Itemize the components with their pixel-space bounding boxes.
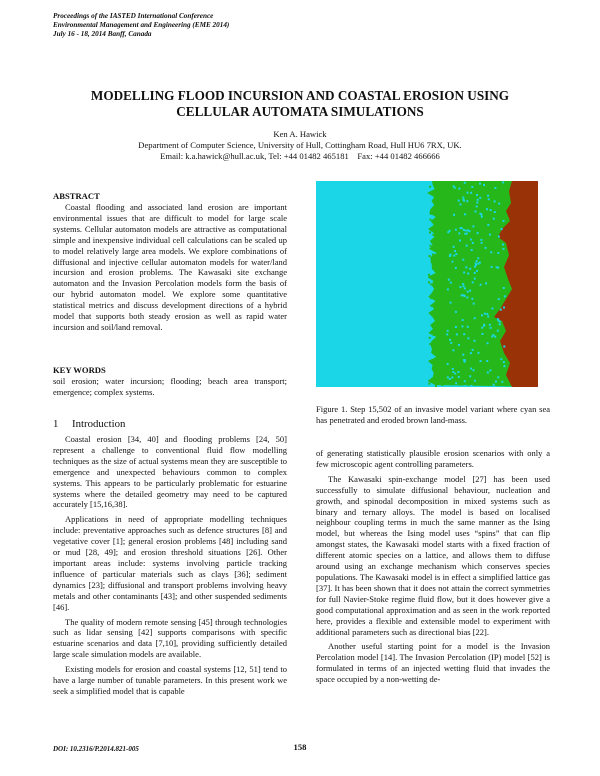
speckle (471, 186, 473, 188)
intro-section-title: Introduction (72, 418, 126, 430)
speckle (434, 363, 436, 365)
intro-paragraph: Coastal erosion [34, 40] and flooding problems [24, 50] represent a challenge to conventional fluid flow modelling techniques as the size of actual systems mean they are susceptible to emergence and unexpected behaviours common to complex systems. This appears to be particularly problematic for estuarine systems where the detailed geometry may need to be captured accurately [15,16,38]. (53, 434, 287, 510)
speckle (470, 239, 472, 241)
intro-section-number: 1 (53, 418, 59, 430)
speckle (429, 343, 431, 345)
speckle (437, 273, 439, 275)
speckle (496, 266, 498, 268)
speckle (486, 208, 488, 210)
speckle (491, 266, 493, 268)
speckle (486, 313, 488, 315)
right-column-body (316, 448, 550, 685)
speckle (452, 368, 454, 370)
speckle (480, 239, 482, 241)
abstract-text: Coastal flooding and associated land erosion are important environmental issues that are difficult to model for large scale systems. Cellular automaton models are attractive as computational simple and inexpensive individual cell calculations can be scaled up to model relatively large area models. We explore combinations of diffusional and injective cellular automaton models for water/land incursion and erosion problems. The Kawasaki site exchange automaton and the Invasion Percolation models form the basis of our hybrid automaton model. We explore some quantitative statistical metrics and discuss development directions of a hybrid model that supports both steady erosion as well as rapid water incursion and soil/land removal. (53, 202, 287, 332)
speckle (494, 386, 496, 387)
speckle (429, 219, 431, 221)
speckle (480, 360, 482, 362)
speckle (458, 232, 460, 234)
speckle (483, 184, 485, 186)
speckle (453, 214, 455, 216)
speckle (438, 344, 440, 346)
body-paragraph: Another useful starting point for a model is the Invasion Percolation model [14]. The Invasion Percolation (IP) model [52] is formulated in terms of an injected wetting fluid that invades the space occupied by a non-wetting de- (316, 641, 550, 685)
speckle (461, 227, 463, 229)
speckle (478, 352, 480, 354)
speckle (437, 231, 439, 233)
speckle (472, 349, 474, 351)
speckle (469, 230, 471, 232)
speckle (467, 326, 469, 328)
speckle (479, 213, 481, 215)
speckle (475, 211, 477, 213)
speckle (497, 318, 499, 320)
paper-title-line-2: CELLULAR AUTOMATA SIMULATIONS (176, 104, 424, 119)
speckle (441, 384, 443, 386)
speckle (474, 380, 476, 382)
speckle (435, 273, 437, 275)
speckle (469, 268, 471, 270)
speckle (447, 231, 449, 233)
speckle (503, 307, 505, 309)
speckle (432, 254, 434, 256)
figure-caption: Figure 1. Step 15,502 of an invasive model variant where cyan sea has penetrated and eroded brown land-mass. (316, 404, 550, 425)
speckle (489, 234, 491, 236)
erosion-simulation-figure (316, 181, 538, 387)
speckle (490, 209, 492, 211)
speckle (449, 378, 451, 380)
speckle (434, 185, 436, 187)
speckle (430, 297, 432, 299)
speckle (479, 183, 481, 185)
speckle (476, 206, 478, 208)
speckle (438, 184, 440, 186)
speckle (458, 188, 460, 190)
speckle (471, 249, 473, 251)
speckle (446, 310, 448, 312)
speckle (429, 186, 431, 188)
speckle (442, 317, 444, 319)
speckle (435, 283, 437, 285)
speckle (484, 313, 486, 315)
speckle (463, 294, 465, 296)
speckle (486, 360, 488, 362)
speckle (470, 352, 472, 354)
speckle (462, 199, 464, 201)
speckle (453, 246, 455, 248)
speckle (464, 233, 466, 235)
speckle (482, 333, 484, 335)
speckle (439, 330, 441, 332)
speckle (500, 309, 502, 311)
speckle (464, 385, 466, 387)
speckle (487, 224, 489, 226)
speckle (504, 295, 506, 297)
speckle (435, 195, 437, 197)
speckle (477, 257, 479, 259)
speckle (434, 372, 436, 374)
speckle (431, 261, 433, 263)
speckle (428, 383, 430, 385)
abstract-heading: ABSTRACT (53, 191, 100, 201)
speckle (493, 384, 495, 386)
speckle (430, 213, 432, 215)
speckle (430, 283, 432, 285)
speckle (435, 215, 437, 217)
proceedings-line: Proceedings of the IASTED International Conference (53, 12, 214, 20)
speckle (447, 363, 449, 365)
speckle (436, 266, 438, 268)
keywords-text: soil erosion; water incursion; flooding; beach area transport; emergence; complex systems. (53, 376, 287, 397)
speckle (442, 191, 444, 193)
speckle (473, 303, 475, 305)
speckle (463, 229, 465, 231)
speckle (476, 194, 478, 196)
speckle (481, 242, 483, 244)
speckle (474, 266, 476, 268)
speckle (488, 198, 490, 200)
speckle (447, 376, 449, 378)
speckle (462, 259, 464, 261)
speckle (430, 245, 432, 247)
speckle (444, 290, 446, 292)
speckle (434, 211, 436, 213)
speckle (494, 336, 496, 338)
speckle (494, 211, 496, 213)
speckle (440, 340, 442, 342)
intro-body (53, 434, 287, 697)
speckle (452, 349, 454, 351)
speckle (455, 267, 457, 269)
speckle (475, 263, 477, 265)
page-number: 158 (293, 742, 307, 752)
speckle (502, 244, 504, 246)
speckle (490, 251, 492, 253)
speckle (474, 340, 476, 342)
speckle (455, 311, 457, 313)
speckle (446, 352, 448, 354)
speckle (432, 257, 434, 259)
speckle (466, 200, 468, 202)
speckle (471, 385, 473, 387)
speckle (453, 255, 455, 257)
speckle (435, 244, 437, 246)
author-affiliation: Department of Computer Science, University of Hull, Cottingham Road, Hull HU6 7RX, UK. (138, 140, 462, 150)
speckle (451, 377, 453, 379)
conference-line: Environmental Management and Engineering (EME 2014) (53, 21, 230, 29)
speckle (448, 279, 450, 281)
speckle (470, 368, 472, 370)
speckle (428, 281, 430, 283)
intro-paragraph: Applications in need of appropriate modelling techniques include: preventative approaches such as defence structures [8] and vegetative cover [1]; general erosion problems [48] including sand or mud [28, 49]; and erosion threshold situations [26]. Other important areas include: systems involving particle tracking influence of particular materials such as clays [36]; sediment dynamics [23]; diffusional and transport problems involving heavy metals and other contaminants [43]; and other suspended sediments [46]. (53, 514, 287, 612)
speckle (458, 200, 460, 202)
speckle (490, 327, 492, 329)
speckle (489, 324, 491, 326)
speckle (487, 342, 489, 344)
speckle (503, 346, 505, 348)
author-name: Ken A. Hawick (273, 129, 327, 139)
speckle (494, 200, 496, 202)
body-paragraph: of generating statistically plausible erosion scenarios with only a few microscopic agent controlling parameters. (316, 448, 550, 469)
speckle (477, 263, 479, 265)
speckle (454, 250, 456, 252)
speckle (454, 187, 456, 189)
speckle (503, 361, 505, 363)
speckle (487, 316, 489, 318)
speckle (469, 290, 471, 292)
speckle (466, 245, 468, 247)
speckle (441, 182, 443, 184)
speckle (458, 371, 460, 373)
speckle (481, 216, 483, 218)
speckle (462, 197, 464, 199)
speckle (439, 227, 441, 229)
speckle (474, 272, 476, 274)
intro-paragraph: The quality of modern remote sensing [45] through technologies such as lidar sensing [42] supports comparisons with specific estuarine scenarios and data [7,10], providing sufficiently detailed large scale simulation models are available. (53, 616, 287, 660)
speckle (458, 344, 460, 346)
speckle (446, 242, 448, 244)
speckle (463, 272, 465, 274)
speckle (477, 232, 479, 234)
speckle (450, 282, 452, 284)
author-contact: Email: k.a.hawick@hull.ac.uk, Tel: +44 01482 465181 Fax: +44 01482 466666 (160, 151, 440, 161)
keywords-body (53, 376, 287, 398)
speckle (433, 334, 435, 336)
speckle (464, 359, 466, 361)
speckle (467, 192, 469, 194)
speckle (462, 283, 464, 285)
speckle (467, 337, 469, 339)
speckle (461, 325, 463, 327)
speckle (435, 254, 437, 256)
speckle (471, 298, 473, 300)
speckle (492, 308, 494, 310)
intro-paragraph: Existing models for erosion and coastal systems [12, 51] tend to have a large number of tunable parameters. In this present work we seek a simplified model that is capable (53, 664, 287, 696)
speckle (447, 330, 449, 332)
speckle (428, 274, 430, 276)
speckle (473, 369, 475, 371)
speckle (438, 261, 440, 263)
speckle (455, 253, 457, 255)
speckle (447, 289, 449, 291)
speckle (481, 327, 483, 329)
speckle (435, 224, 437, 226)
speckle (450, 254, 452, 256)
speckle (485, 282, 487, 284)
speckle (452, 261, 454, 263)
speckle (450, 342, 452, 344)
speckle (474, 317, 476, 319)
speckle (469, 375, 471, 377)
speckle (437, 366, 439, 368)
speckle (503, 220, 505, 222)
abstract-body (53, 202, 287, 333)
speckle (501, 381, 503, 383)
speckle (467, 273, 469, 275)
speckle (464, 380, 466, 382)
speckle (476, 202, 478, 204)
speckle (495, 381, 497, 383)
speckle (499, 323, 501, 325)
intro-heading (53, 418, 125, 431)
speckle (429, 337, 431, 339)
speckle (489, 369, 491, 371)
speckle (503, 287, 505, 289)
speckle (459, 240, 461, 242)
speckle (503, 248, 505, 250)
speckle (429, 232, 431, 234)
speckle (459, 286, 461, 288)
speckle (504, 365, 506, 367)
speckle (444, 331, 446, 333)
speckle (462, 354, 464, 356)
speckle (501, 228, 503, 230)
speckle (485, 247, 487, 249)
speckle (445, 262, 447, 264)
speckle (477, 199, 479, 201)
speckle (429, 255, 431, 257)
speckle (491, 336, 493, 338)
speckle (502, 181, 504, 183)
speckle (498, 298, 500, 300)
speckle (497, 252, 499, 254)
speckle (455, 326, 457, 328)
speckle (466, 297, 468, 299)
speckle (470, 192, 472, 194)
speckle (432, 266, 434, 268)
speckle (472, 281, 474, 283)
speckle (450, 302, 452, 304)
paper-title-line-1: MODELLING FLOOD INCURSION AND COASTAL EROSION USING (90, 88, 510, 103)
speckle (446, 217, 448, 219)
speckle (472, 242, 474, 244)
speckle (464, 182, 466, 184)
speckle (474, 278, 476, 280)
speckle (465, 266, 467, 268)
speckle (458, 376, 460, 378)
speckle (481, 314, 483, 316)
speckle (446, 333, 448, 335)
speckle (449, 339, 451, 341)
date-location-line: July 16 - 18, 2014 Banff, Canada (53, 30, 152, 38)
body-paragraph: The Kawasaki spin-exchange model [27] has been used successfully to simulate diffusional behaviour, nucleation and growth, and spinodal decomposition in mixed systems such as binary and ternary alloys. The model is based on localised neighbour coupling terms in much the same manner as the Ising model, but whereas the Ising model uses “spins” that can flip amongst states, the Kawasaki model starts with a fixed fraction of different atomic species on a lattice, and allows them to diffuse around using an exchange mechanism which conserves species populations. The Kawasaki model is in effect a simplified lattice gas [37]. It has been shown that it does not attain the correct symmetries for full Navier-Stoke regime fluid flow, but it does however give a good computational approximation and as seen in the work reported here, provides a flexible and extensible model to experiment with additional parameters such as directional bias [22]. (316, 473, 550, 637)
speckle (479, 197, 481, 199)
speckle (435, 385, 437, 387)
speckle (494, 187, 496, 189)
speckle (441, 189, 443, 191)
speckle (497, 376, 499, 378)
speckle (441, 345, 443, 347)
speckle (462, 319, 464, 321)
speckle (472, 225, 474, 227)
speckle (465, 230, 467, 232)
speckle (476, 260, 478, 262)
speckle (461, 294, 463, 296)
speckle (500, 358, 502, 360)
speckle (460, 204, 462, 206)
speckle (455, 382, 457, 384)
speckle (483, 324, 485, 326)
speckle (487, 195, 489, 197)
speckle (464, 213, 466, 215)
speckle (493, 218, 495, 220)
speckle (438, 248, 440, 250)
keywords-heading: KEY WORDS (53, 365, 106, 375)
speckle (446, 298, 448, 300)
speckle (487, 372, 489, 374)
speckle (497, 330, 499, 332)
speckle (476, 270, 478, 272)
speckle (438, 327, 440, 329)
speckle (498, 203, 500, 205)
speckle (452, 371, 454, 373)
speckle (432, 234, 434, 236)
doi: DOI: 10.2316/P.2014.821-005 (53, 745, 139, 753)
speckle (464, 287, 466, 289)
speckle (456, 333, 458, 335)
speckle (430, 305, 432, 307)
speckle (454, 373, 456, 375)
speckle (480, 284, 482, 286)
speckle (498, 236, 500, 238)
speckle (463, 285, 465, 287)
speckle (443, 244, 445, 246)
speckle (463, 333, 465, 335)
speckle (455, 229, 457, 231)
speckle (467, 291, 469, 293)
